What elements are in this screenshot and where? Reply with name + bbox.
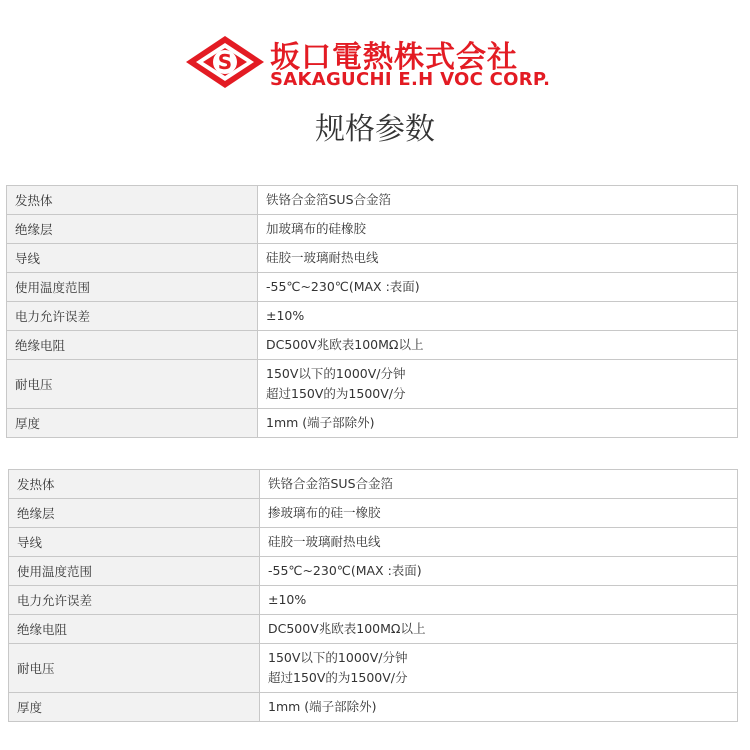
spec-row <box>9 499 738 528</box>
spec-label: 绝缘层 <box>7 215 258 244</box>
spec-label: 电力允许误差 <box>7 302 258 331</box>
spec-row <box>9 693 738 722</box>
spec-value <box>258 215 738 244</box>
company-name-jp: 坂口電熱株式会社 <box>270 40 518 75</box>
spec-value-line: 超过150V的为1500V/分 <box>266 386 406 401</box>
spec-row <box>9 528 738 557</box>
spec-label: 厚度 <box>9 693 260 722</box>
spec-value-line: 1mm (端子部除外) <box>268 699 377 714</box>
spec-row <box>7 215 738 244</box>
spec-label: 电力允许误差 <box>9 586 260 615</box>
spec-value-line: DC500V兆欧表100MΩ以上 <box>268 621 426 636</box>
spec-label: 导线 <box>7 244 258 273</box>
spec-row <box>9 470 738 499</box>
spec-value-line: ±10% <box>268 592 307 607</box>
spec-label: 导线 <box>9 528 260 557</box>
spec-value <box>258 302 738 331</box>
spec-table-body <box>9 470 738 722</box>
spec-row <box>7 360 738 409</box>
logo-diamond-icon <box>184 34 266 90</box>
spec-label: 耐电压 <box>7 360 258 409</box>
spec-table-2 <box>8 469 738 722</box>
spec-value-line: 掺玻璃布的硅一橡胶 <box>268 505 381 520</box>
spec-value-line: 硅胶一玻璃耐热电线 <box>268 534 381 549</box>
spec-value <box>258 273 738 302</box>
spec-value <box>258 331 738 360</box>
spec-label: 绝缘电阻 <box>9 615 260 644</box>
spec-value-line: 超过150V的为1500V/分 <box>268 670 408 685</box>
spec-value-line: 1mm (端子部除外) <box>266 415 375 430</box>
spec-value <box>260 470 738 499</box>
spec-label: 耐电压 <box>9 644 260 693</box>
spec-value <box>260 528 738 557</box>
spec-value-line: 铁铬合金箔SUS合金箔 <box>266 192 392 207</box>
spec-table-body <box>7 186 738 438</box>
spec-value-line: 150V以下的1000V/分钟 <box>268 650 408 665</box>
spec-row <box>9 586 738 615</box>
header <box>0 0 750 160</box>
logo-letter: S <box>217 50 233 74</box>
spec-value <box>260 557 738 586</box>
spec-value-line: 加玻璃布的硅橡胶 <box>266 221 367 236</box>
spec-row <box>9 557 738 586</box>
spec-value-line: -55℃~230℃(MAX :表面) <box>268 563 422 578</box>
spec-row <box>9 644 738 693</box>
spec-row <box>7 244 738 273</box>
spec-value <box>258 360 738 409</box>
spec-value <box>260 499 738 528</box>
spec-value-line: 铁铬合金箔SUS合金箔 <box>268 476 394 491</box>
spec-value <box>258 409 738 438</box>
page-title: 规格参数 <box>315 112 435 147</box>
spec-value-line: DC500V兆欧表100MΩ以上 <box>266 337 424 352</box>
spec-label: 发热体 <box>7 186 258 215</box>
spec-value <box>258 186 738 215</box>
spec-value <box>258 244 738 273</box>
spec-value-line: 150V以下的1000V/分钟 <box>266 366 406 381</box>
spec-label: 使用温度范围 <box>7 273 258 302</box>
company-logo <box>184 32 564 92</box>
spec-label: 使用温度范围 <box>9 557 260 586</box>
spec-value-line: -55℃~230℃(MAX :表面) <box>266 279 420 294</box>
spec-value <box>260 644 738 693</box>
spec-label: 绝缘层 <box>9 499 260 528</box>
company-name-en: SAKAGUCHI E.H VOC CORP. <box>270 69 551 90</box>
spec-label: 绝缘电阻 <box>7 331 258 360</box>
spec-value-line: 硅胶一玻璃耐热电线 <box>266 250 379 265</box>
spec-row <box>7 409 738 438</box>
spec-row <box>7 186 738 215</box>
spec-row <box>7 302 738 331</box>
spec-value <box>260 693 738 722</box>
spec-label: 厚度 <box>7 409 258 438</box>
spec-label: 发热体 <box>9 470 260 499</box>
spec-value-line: ±10% <box>266 308 305 323</box>
spec-table-1 <box>6 185 738 438</box>
spec-row <box>7 331 738 360</box>
spec-value <box>260 586 738 615</box>
spec-value <box>260 615 738 644</box>
spec-row <box>7 273 738 302</box>
spec-row <box>9 615 738 644</box>
